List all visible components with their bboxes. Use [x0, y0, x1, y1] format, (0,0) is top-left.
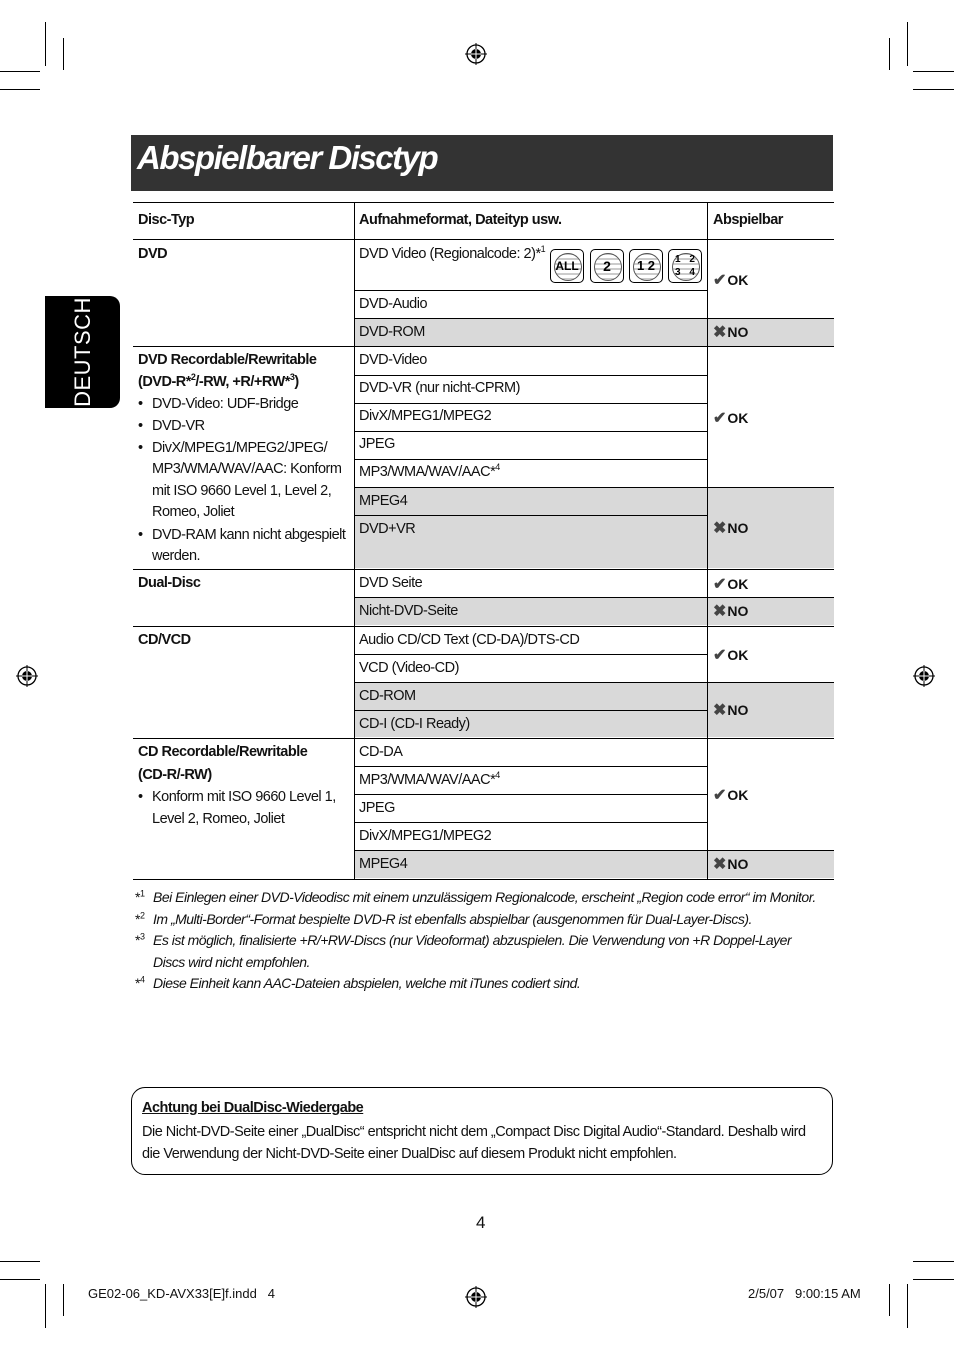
header-playable: Abspielbar	[713, 212, 783, 228]
language-tab-label: DEUTSCH	[69, 297, 95, 407]
notice-body: Die Nicht-DVD-Seite einer „DualDisc“ entspricht nicht dem „Compact Disc Digital Audio“-Standard. Deshalb wird die Verwendung der Nicht-DVD-Seite einer DualDisc auf diesem Produkt nicht empfohlen.	[142, 1124, 806, 1162]
region-2-icon: 2	[590, 249, 624, 283]
format-cell: VCD (Video-CD)	[359, 660, 459, 676]
playable-no: ✖NO	[713, 856, 749, 873]
disc-type-cd-recordable: CD Recordable/Rewritable	[138, 744, 308, 760]
cross-icon: ✖	[713, 603, 727, 620]
format-cell: MPEG4	[359, 493, 408, 509]
format-cell: DVD-ROM	[359, 324, 425, 340]
playable-no: ✖NO	[713, 324, 749, 341]
notice-title: Achtung bei DualDisc-Wiedergabe	[142, 1100, 364, 1116]
checkmark-icon: ✔	[713, 272, 727, 289]
format-cell: DVD+VR	[359, 521, 416, 537]
registration-mark-icon	[16, 665, 38, 687]
bullet-text: Level 2, Romeo, Joliet	[152, 811, 285, 827]
format-cell: DVD Seite	[359, 575, 423, 591]
page-number: 4	[476, 1213, 486, 1232]
playable-no: ✖NO	[713, 603, 749, 620]
format-cell: JPEG	[359, 436, 395, 452]
page-title: Abspielbarer Disctyp	[137, 139, 438, 176]
header-format: Aufnahmeformat, Dateityp usw.	[359, 212, 562, 228]
checkmark-icon: ✔	[713, 647, 727, 664]
format-cell: MP3/WMA/WAV/AAC*$^4$	[359, 462, 500, 480]
cross-icon: ✖	[713, 520, 727, 537]
header-disc-type: Disc-Typ	[138, 212, 195, 228]
format-cell: CD-I (CD-I Ready)	[359, 716, 470, 732]
bullet: •	[138, 789, 143, 805]
format-cell: JPEG	[359, 800, 395, 816]
footnote: *$^4$ Diese Einheit kann AAC-Dateien abspielen, welche mit iTunes codiert sind.	[135, 974, 581, 991]
format-cell: DivX/MPEG1/MPEG2	[359, 828, 492, 844]
registration-mark-icon	[465, 1286, 487, 1308]
checkmark-icon: ✔	[713, 787, 727, 804]
playable-no: ✖NO	[713, 520, 749, 537]
format-cell: MP3/WMA/WAV/AAC*$^4$	[359, 770, 500, 788]
region-all-icon: ALL	[550, 249, 584, 283]
dualdisc-notice	[131, 1087, 833, 1175]
bullet-text: Konform mit ISO 9660 Level 1,	[152, 789, 336, 805]
footnote: *$^3$ Es ist möglich, finalisierte +R/+RW-Discs (nur Videoformat) abzuspielen. Die Verwendung von +R Doppel-Layer Discs wird nicht empfohlen.	[135, 931, 792, 970]
format-cell: DVD Video (Regionalcode: 2)*$^1$	[359, 244, 546, 262]
disc-type-dvd-recordable: DVD Recordable/Rewritable	[138, 352, 317, 368]
footnotes	[135, 887, 835, 995]
format-cell: Nicht-DVD-Seite	[359, 603, 458, 619]
playable-ok: ✔OK	[713, 272, 749, 289]
title-bar	[131, 135, 833, 191]
language-tab	[45, 296, 120, 408]
cross-icon: ✖	[713, 702, 727, 719]
format-cell: DVD-Video	[359, 352, 427, 368]
playable-ok: ✔OK	[713, 787, 749, 804]
cross-icon: ✖	[713, 856, 727, 873]
region-1-2-3-4-icon: 1 2 3 4	[668, 249, 702, 283]
print-slug-file: GE02-06_KD-AVX33[E]f.indd 4	[88, 1286, 275, 1301]
disc-type-cd-vcd: CD/VCD	[138, 632, 191, 648]
disc-type-dual-disc: Dual-Disc	[138, 575, 201, 591]
disc-type-dvd: DVD	[138, 246, 168, 262]
format-cell: MPEG4	[359, 856, 408, 872]
gray-row	[354, 319, 834, 346]
region-1-2-icon: 1 2	[629, 249, 663, 283]
footnote: *$^1$ Bei Einlegen einer DVD-Videodisc mit einem unzulässigem Regionalcode, erscheint „Region code error“ im Monitor.	[135, 888, 816, 905]
registration-mark-icon	[913, 665, 935, 687]
format-cell: Audio CD/CD Text (CD-DA)/DTS-CD	[359, 632, 580, 648]
playable-ok: ✔OK	[713, 647, 749, 664]
format-cell: DivX/MPEG1/MPEG2	[359, 408, 492, 424]
print-slug-date: 2/5/07 9:00:15 AM	[748, 1286, 861, 1301]
disc-type-dvd-recordable-sub: (DVD-R*$^2$/-RW, +R/+RW*$^3$)	[138, 372, 299, 390]
playable-no: ✖NO	[713, 702, 749, 719]
checkmark-icon: ✔	[713, 576, 727, 593]
format-cell: DVD-VR (nur nicht-CPRM)	[359, 380, 520, 396]
format-cell: DVD-Audio	[359, 296, 428, 312]
registration-mark-icon	[465, 43, 487, 65]
gray-row	[354, 487, 834, 568]
gray-row	[354, 851, 834, 878]
disc-type-cd-recordable-sub: (CD-R/-RW)	[138, 767, 212, 783]
playable-ok: ✔OK	[713, 576, 749, 593]
format-cell: CD-DA	[359, 744, 403, 760]
cross-icon: ✖	[713, 324, 727, 341]
footnote: *$^2$ Im „Multi-Border“-Format bespielte DVD-R ist ebenfalls abspielbar (ausgenommen für Dual-Layer-Discs).	[135, 909, 752, 927]
checkmark-icon: ✔	[713, 410, 727, 427]
playable-ok: ✔OK	[713, 410, 749, 427]
format-cell: CD-ROM	[359, 688, 416, 704]
